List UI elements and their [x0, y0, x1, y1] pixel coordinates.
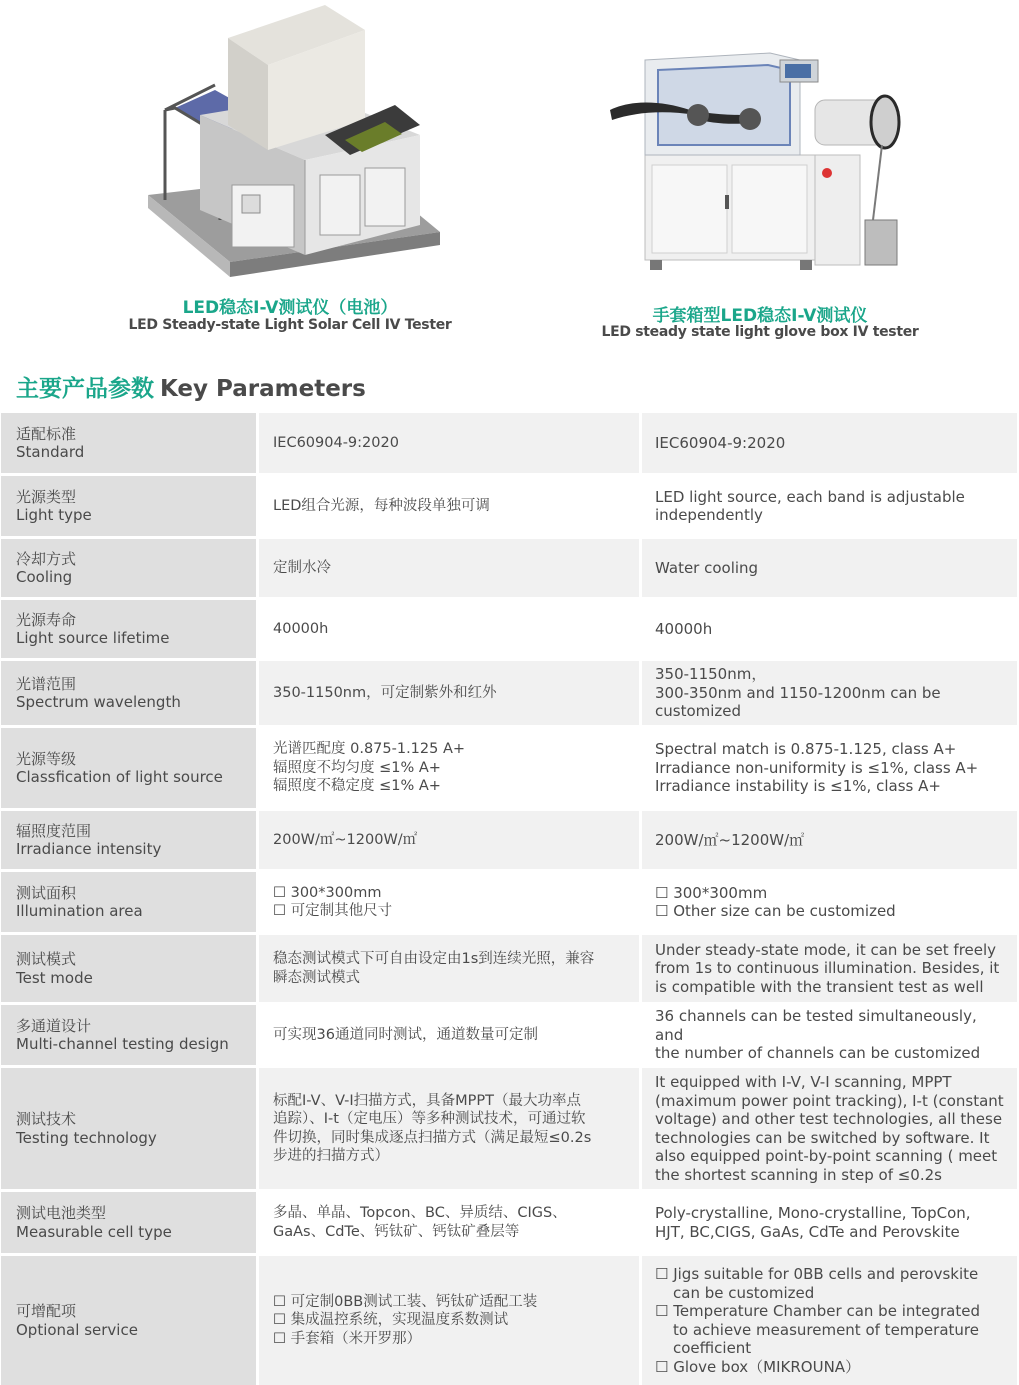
param-label-cn: 光源寿命 [16, 610, 77, 629]
value-line: 40000h [655, 619, 713, 638]
value-line: 350-1150nm，可定制紫外和红外 [273, 684, 497, 701]
param-value-en [642, 1256, 1017, 1385]
param-label-en: Light type [16, 506, 92, 524]
param-label-en: Testing technology [16, 1128, 157, 1147]
value-line: 200W/㎡~1200W/㎡ [655, 830, 805, 849]
value-line: ☐ Other size can be customized [655, 902, 896, 920]
value-line: to achieve measurement of temperature [673, 1320, 979, 1339]
param-label-en: Optional service [16, 1320, 138, 1339]
value-line: Under steady-state mode, it can be set freely [655, 940, 997, 959]
table-row [1, 1068, 1017, 1189]
table-row [1, 728, 1017, 808]
value-line: 辐照度不稳定度 ≤1% A+ [273, 778, 441, 795]
param-value-cn [259, 1256, 639, 1385]
table-row [1, 935, 1017, 1002]
value-line: GaAs、CdTe、钙钛矿、钙钛矿叠层等 [273, 1223, 520, 1240]
value-line: Irradiance non-uniformity is ≤1%, class A+ [655, 758, 979, 777]
param-label-en: Illumination area [16, 902, 143, 920]
param-value-cn [259, 600, 639, 658]
param-value-en [642, 935, 1017, 1002]
section-heading [16, 370, 366, 403]
param-label-en: Classfication of light source [16, 768, 223, 786]
param-value-en [642, 413, 1017, 473]
value-line: Water cooling [655, 558, 759, 577]
value-line: (maximum power point tracking), I-t (constant [655, 1091, 1004, 1110]
value-line: also equipped point-by-point scanning ( meet [655, 1147, 998, 1165]
param-label [1, 1256, 256, 1385]
param-label-cn: 辐照度范围 [16, 821, 92, 840]
value-line: 40000h [273, 620, 329, 637]
value-line: LED组合光源，每种波段单独可调 [273, 497, 490, 514]
value-line: HJT, BC,CIGS, GaAs, CdTe and Perovskite [655, 1222, 960, 1241]
table-row [1, 661, 1017, 725]
param-label-en: Light source lifetime [16, 629, 170, 647]
heading-en: Key Parameters [160, 376, 366, 402]
table-row [1, 811, 1017, 869]
value-line: ☐ Glove box（MIKROUNA） [655, 1357, 861, 1376]
value-line: It equipped with I-V, V-I scanning, MPPT [655, 1073, 952, 1091]
param-label-cn: 光源类型 [16, 487, 77, 506]
param-label-cn: 测试模式 [16, 950, 77, 968]
param-value-cn [259, 728, 639, 808]
value-line: voltage) and other test technologies, all these [655, 1110, 1003, 1128]
param-label-cn: 测试面积 [16, 883, 77, 902]
param-label-en: Test mode [16, 968, 93, 987]
param-label [1, 600, 256, 658]
param-value-en [642, 728, 1017, 808]
table-row [1, 1256, 1017, 1385]
param-value-en [642, 1005, 1017, 1065]
param-value-cn [259, 1068, 639, 1189]
param-value-en [642, 1192, 1017, 1253]
value-line: ☐ 可定制0BB测试工装、钙钛矿适配工装 [273, 1293, 538, 1310]
value-line: 瞬态测试模式 [273, 969, 360, 986]
param-label [1, 728, 256, 808]
value-line: 辐照度不均匀度 ≤1% A+ [273, 759, 441, 776]
param-value-cn [259, 935, 639, 1002]
table-row [1, 1192, 1017, 1253]
heading-cn: 主要产品参数 [16, 376, 154, 402]
table-row [1, 600, 1017, 658]
param-label-cn: 多通道设计 [16, 1016, 92, 1035]
value-line: 步进的扫描方式） [273, 1148, 389, 1164]
value-line: 光谱匹配度 0.875-1.125 A+ [273, 741, 466, 758]
value-line: ☐ 可定制其他尺寸 [273, 903, 393, 919]
param-label-cn: 测试技术 [16, 1110, 77, 1128]
param-value-en [642, 661, 1017, 725]
param-value-cn [259, 413, 639, 473]
value-line: is compatible with the transient test as well [655, 977, 984, 996]
param-label-en: Spectrum wavelength [16, 693, 181, 711]
value-line: from 1s to continuous illumination. Besides, it [655, 959, 1000, 978]
value-line: 定制水冷 [273, 559, 331, 576]
table-row [1, 413, 1017, 473]
param-label-cn: 光谱范围 [16, 674, 77, 693]
value-line: 稳态测试模式下可自由设定由1s到连续光照，兼容 [273, 951, 595, 967]
value-line: IEC60904-9:2020 [655, 433, 786, 452]
value-line: 标配I-V、V-I扫描方式，具备MPPT（最大功率点 [273, 1092, 582, 1109]
value-line: customized [655, 702, 742, 721]
param-label [1, 413, 256, 473]
param-label [1, 661, 256, 725]
value-line: 350-1150nm， [655, 665, 767, 684]
table-row [1, 872, 1017, 932]
product-name-cn: LED稳态I-V测试仪（电池） [182, 298, 398, 318]
value-line: Spectral match is 0.875-1.125, class A+ [655, 740, 957, 759]
param-label-en: Cooling [16, 568, 73, 586]
param-label-en: Irradiance intensity [16, 840, 162, 858]
value-line: 追踪）、I-t（定电压）等多种测试技术，可通过软 [273, 1111, 586, 1127]
param-label-cn: 可增配项 [16, 1302, 77, 1320]
param-label [1, 539, 256, 597]
value-line: ☐ 300*300mm [273, 884, 382, 901]
param-value-cn [259, 872, 639, 932]
param-value-cn [259, 811, 639, 869]
param-value-cn [259, 1005, 639, 1065]
value-line: independently [655, 506, 763, 524]
iv-tester-illustration [120, 0, 460, 290]
table-row [1, 1005, 1017, 1065]
param-label-en: Standard [16, 443, 85, 461]
value-line: IEC60904-9:2020 [273, 434, 399, 451]
param-value-en [642, 872, 1017, 932]
value-line: ☐ 300*300mm [655, 883, 768, 902]
param-label [1, 935, 256, 1002]
param-label-cn: 测试电池类型 [16, 1204, 107, 1222]
param-value-cn [259, 539, 639, 597]
param-value-en [642, 600, 1017, 658]
param-label [1, 1192, 256, 1253]
param-value-en [642, 539, 1017, 597]
param-label-en: Multi-channel testing design [16, 1035, 229, 1053]
value-line: can be customized [673, 1283, 815, 1302]
param-label [1, 811, 256, 869]
param-value-cn [259, 476, 639, 536]
table-row [1, 539, 1017, 597]
param-label-cn: 冷却方式 [16, 549, 77, 568]
value-line: ☐ Temperature Chamber can be integrated [655, 1302, 980, 1320]
param-value-cn [259, 1192, 639, 1253]
value-line: 36 channels can be tested simultaneously, and [655, 1007, 977, 1044]
product-showcase [0, 0, 1019, 350]
value-line: ☐ 手套箱（米开罗那） [273, 1330, 422, 1347]
param-label [1, 476, 256, 536]
param-label-cn: 适配标准 [16, 424, 77, 443]
glovebox-tester-illustration [590, 15, 920, 280]
value-line: 件切换，同时集成逐点扫描方式（满足最短≤0.2s [273, 1129, 592, 1146]
param-value-en [642, 476, 1017, 536]
value-line: 多晶、单晶、Topcon、BC、异质结、CIGS、 [273, 1205, 567, 1221]
value-line: technologies can be switched by software. It [655, 1128, 990, 1147]
param-label-en: Measurable cell type [16, 1222, 172, 1241]
product-name-en: LED steady state light glove box IV tester [601, 324, 919, 340]
param-label [1, 1005, 256, 1065]
value-line: ☐ Jigs suitable for 0BB cells and perovskite [655, 1265, 979, 1283]
value-line: 可实现36通道同时测试，通道数量可定制 [273, 1026, 538, 1043]
product-name-en: LED Steady-state Light Solar Cell IV Tester [128, 317, 452, 333]
value-line: Irradiance instability is ≤1%, class A+ [655, 777, 941, 796]
value-line: coefficient [673, 1339, 752, 1357]
product-name-cn: 手套箱型LED稳态I-V测试仪 [652, 306, 868, 326]
param-label-cn: 光源等级 [16, 749, 77, 768]
param-value-en [642, 1068, 1017, 1189]
param-value-cn [259, 661, 639, 725]
param-label [1, 1068, 256, 1189]
value-line: ☐ 集成温控系统，实现温度系数测试 [273, 1312, 509, 1329]
table-row [1, 476, 1017, 536]
value-line: 300-350nm and 1150-1200nm can be [655, 683, 941, 702]
value-line: LED light source, each band is adjustable [655, 487, 965, 506]
value-line: Poly-crystalline, Mono-crystalline, TopCon, [655, 1204, 971, 1222]
value-line: 200W/㎡~1200W/㎡ [273, 831, 418, 848]
value-line: the number of channels can be customized [655, 1044, 981, 1063]
value-line: the shortest scanning in step of ≤0.2s [655, 1165, 942, 1184]
param-label [1, 872, 256, 932]
param-value-en [642, 811, 1017, 869]
